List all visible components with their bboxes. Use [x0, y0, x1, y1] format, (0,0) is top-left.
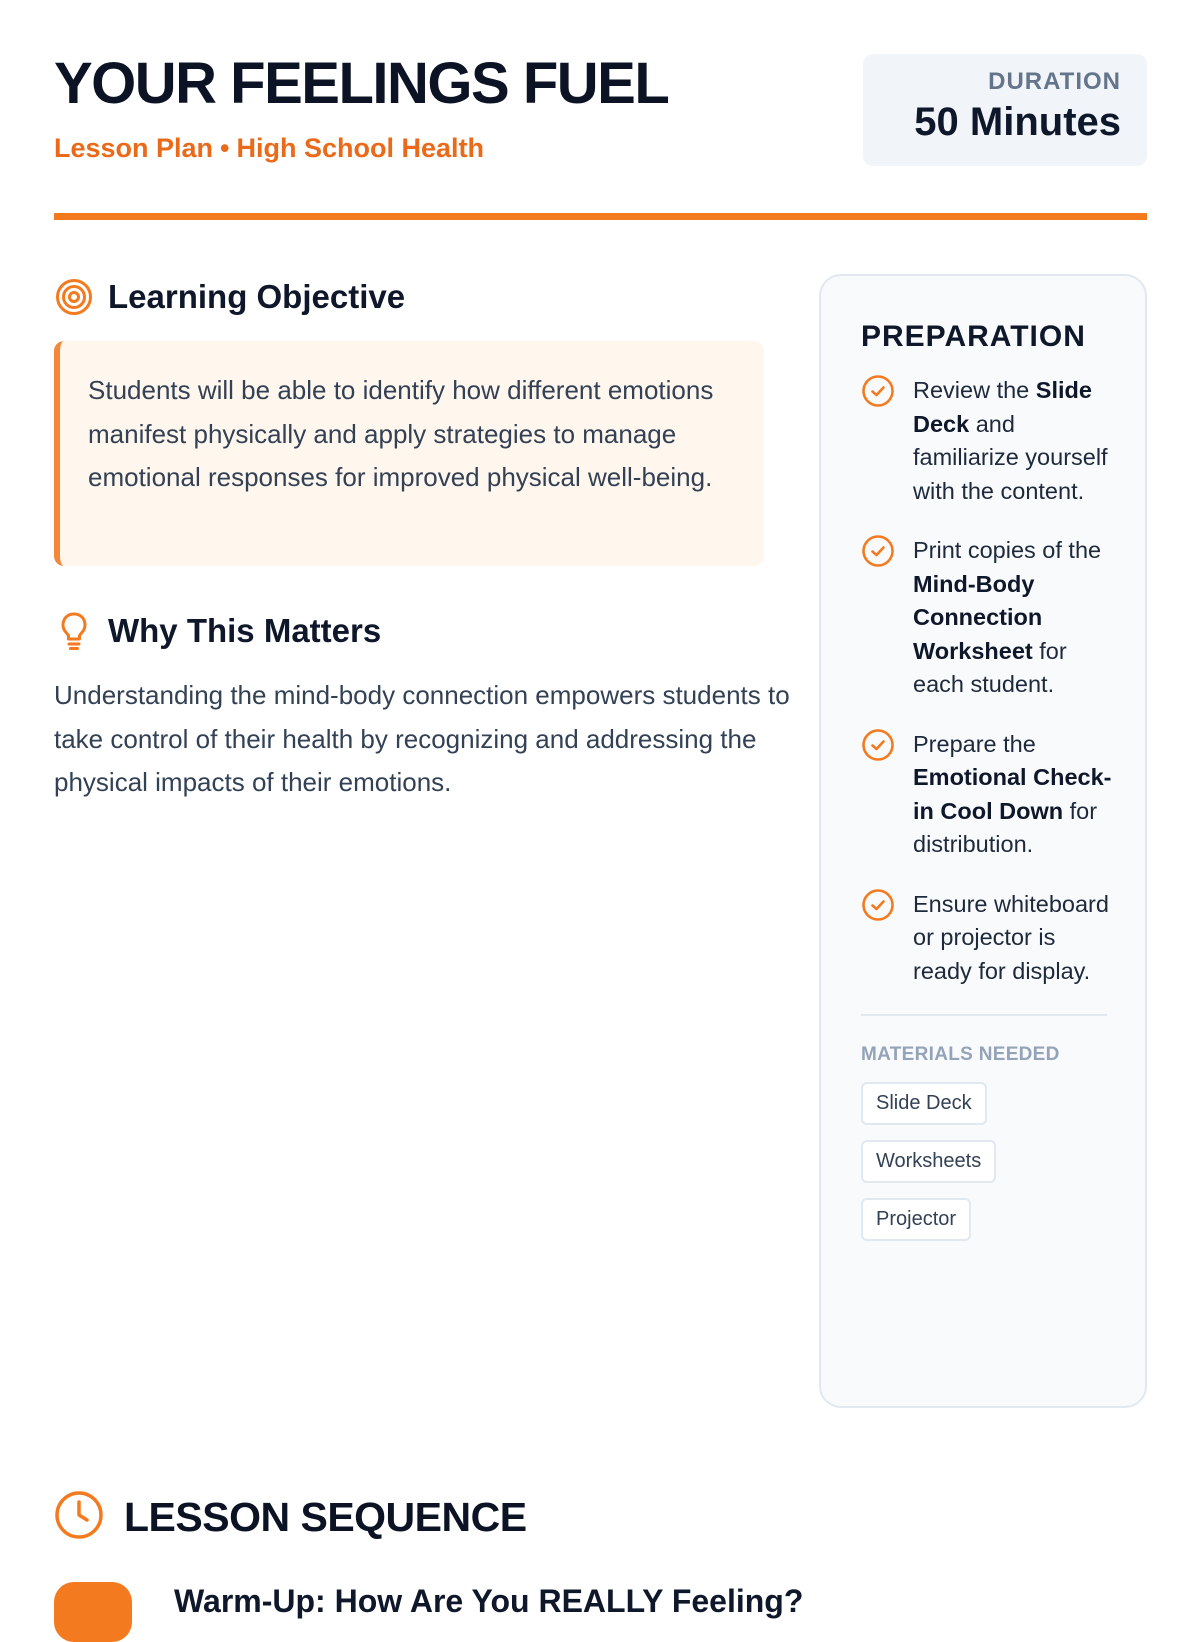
subtitle-course: High School Health	[236, 133, 485, 163]
duration-box	[863, 54, 1147, 166]
check-circle-icon	[861, 374, 895, 408]
step-title: Warm-Up: How Are You REALLY Feeling?	[174, 1583, 804, 1619]
subtitle-type: Lesson Plan	[54, 133, 214, 163]
why-title: Why This Matters	[108, 612, 382, 649]
check-circle-icon	[861, 728, 895, 762]
page-title: YOUR FEELINGS FUEL	[54, 51, 669, 116]
material-chip: Slide Deck	[861, 1082, 987, 1125]
lightbulb-icon	[54, 611, 94, 651]
material-chip: Projector	[861, 1198, 971, 1241]
materials-label: MATERIALS NEEDED	[861, 1044, 1060, 1065]
check-circle-icon	[861, 888, 895, 922]
preparation-item	[861, 534, 1145, 702]
material-chip: Worksheets	[861, 1140, 996, 1183]
objective-heading	[54, 277, 405, 317]
header-divider	[54, 213, 1147, 220]
preparation-list	[861, 374, 1145, 988]
materials-list	[861, 1082, 1145, 1241]
preparation-item-text: Print copies of the Mind-Body Connection Worksheet for each student.	[913, 537, 1102, 697]
preparation-item-text: Prepare the Emotional Check-in Cool Down for distribution.	[913, 730, 1112, 857]
preparation-card	[819, 274, 1147, 1408]
target-icon	[54, 277, 94, 317]
lesson-plan-page	[54, 0, 1147, 1619]
preparation-item-text: Review the Slide Deck and familiarize yourself with the content.	[913, 377, 1108, 504]
subtitle-separator: •	[220, 133, 230, 163]
preparation-item	[861, 374, 1145, 508]
duration-label: DURATION	[988, 68, 1121, 95]
duration-value: 50 Minutes	[914, 100, 1121, 144]
check-circle-icon	[861, 534, 895, 568]
preparation-title: PREPARATION	[861, 320, 1086, 353]
objective-title: Learning Objective	[108, 278, 406, 315]
objective-text: Students will be able to identify how different emotions manifest physically and apply strategies to manage emotional responses for improved physical well-being.	[88, 375, 714, 492]
why-text: Understanding the mind-body connection empowers students to take control of their health by recognizing and addressing the physical impacts of their emotions.	[54, 680, 790, 797]
objective-callout	[54, 341, 764, 566]
sequence-heading	[54, 1490, 527, 1544]
preparation-item	[861, 728, 1145, 862]
why-heading	[54, 611, 381, 651]
materials-divider	[861, 1014, 1107, 1016]
preparation-item-text: Ensure whiteboard or projector is ready for display.	[913, 890, 1109, 984]
step-number-badge	[54, 1582, 132, 1642]
sequence-title: LESSON SEQUENCE	[124, 1493, 527, 1540]
page-subtitle	[54, 133, 484, 164]
clock-icon	[54, 1490, 104, 1544]
preparation-item	[861, 888, 1145, 989]
